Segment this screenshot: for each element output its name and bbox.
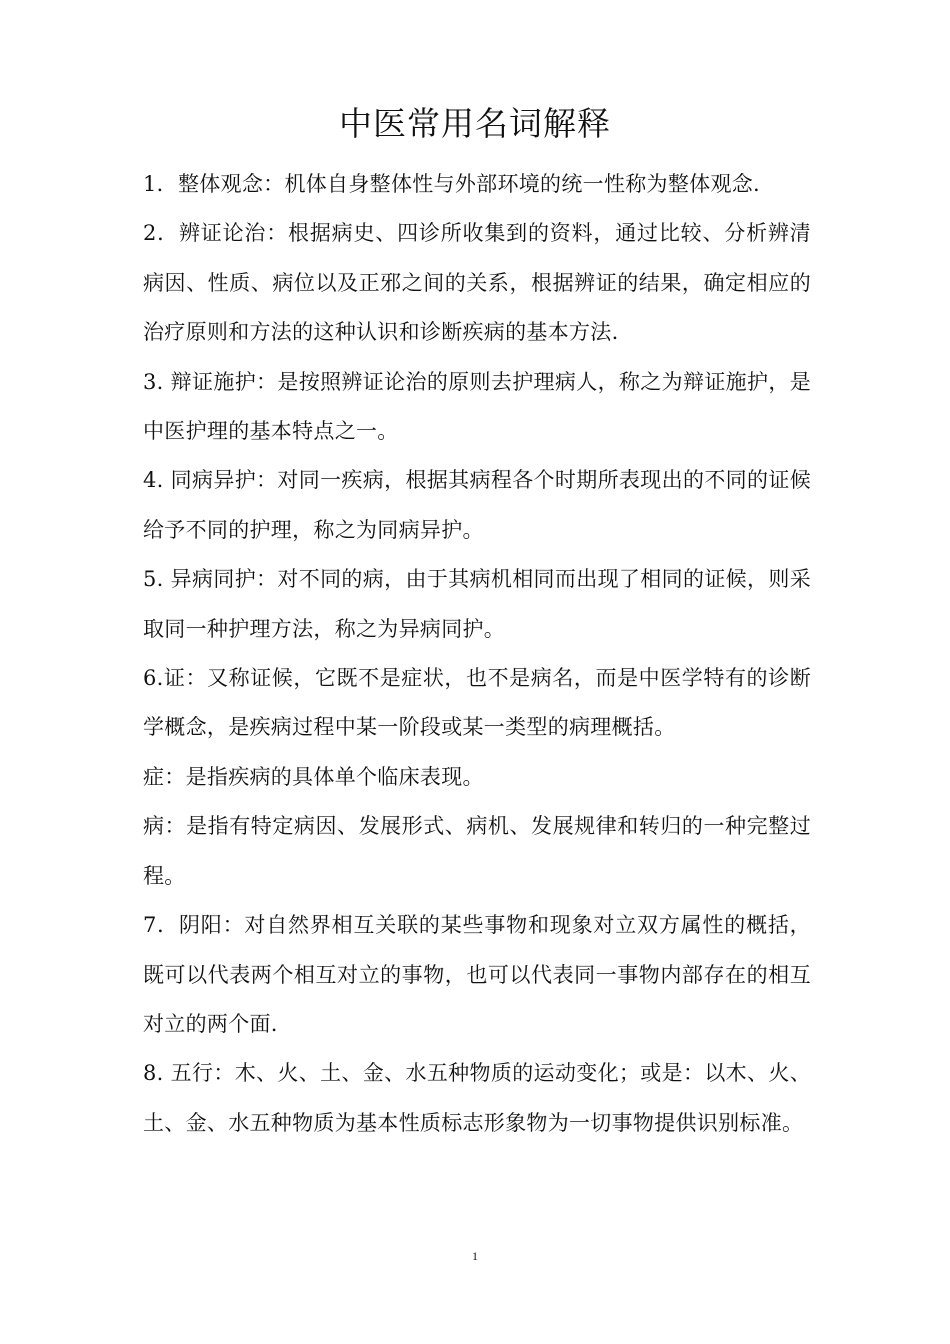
paragraph-different-disease-same-care: 5. 异病同护：对不同的病，由于其病机相同而出现了相同的证候，则采取同一种护理方法，称之为异病同护。 [143, 567, 811, 641]
document-title: 中医常用名词解释 [339, 104, 611, 143]
paragraph-syndrome-differentiation: 2．辨证论治：根据病史、四诊所收集到的资料，通过比较、分析辨清病因、性质、病位以及正邪之间的关系，根据辨证的结果，确定相应的治疗原则和方法的这种认识和诊断疾病的基本方法. [143, 221, 811, 345]
paragraph-yin-yang: 7．阴阳：对自然界相互关联的某些事物和现象对立双方属性的概括，既可以代表两个相互对立的事物，也可以代表同一事物内部存在的相互对立的两个面. [143, 913, 811, 1036]
paragraph-symptom: 症：是指疾病的具体单个临床表现。 [143, 764, 484, 789]
page-number: 1 [472, 1249, 478, 1263]
paragraph-holistic-concept: 1．整体观念：机体自身整体性与外部环境的统一性称为整体观念. [143, 172, 761, 196]
paragraph-disease: 病：是指有特定病因、发展形式、病机、发展规律和转归的一种完整过程。 [143, 814, 811, 888]
paragraph-five-elements: 8. 五行：木、火、土、金、水五种物质的运动变化；或是：以木、火、土、金、水五种物质为基本性质标志形象物为一切事物提供识别标准。 [143, 1061, 811, 1135]
document-body [143, 160, 811, 1148]
paragraph-same-disease-different-care: 4. 同病异护：对同一疾病，根据其病程各个时期所表现出的不同的证候给予不同的护理，称之为同病异护。 [143, 468, 811, 542]
paragraph-differentiated-nursing: 3. 辩证施护：是按照辨证论治的原则去护理病人，称之为辩证施护，是中医护理的基本特点之一。 [143, 369, 811, 444]
paragraph-syndrome: 6.证：又称证候，它既不是症状，也不是病名，而是中医学特有的诊断学概念，是疾病过程中某一阶段或某一类型的病理概括。 [143, 666, 811, 740]
